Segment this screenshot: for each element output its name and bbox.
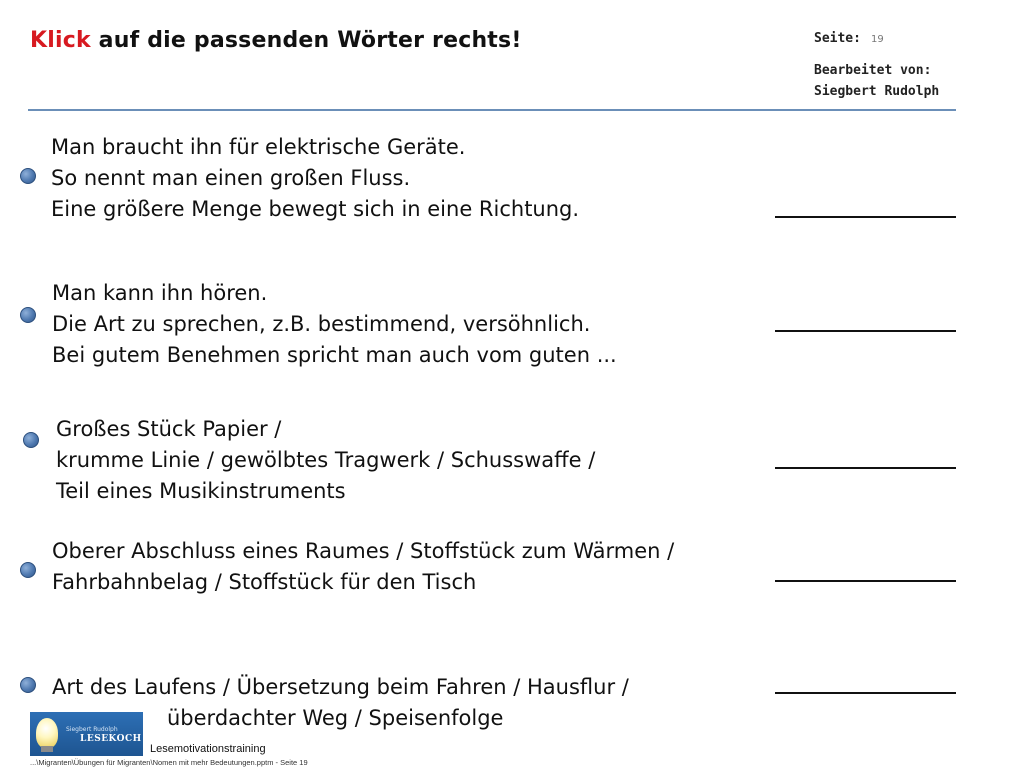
page-number: 19: [870, 34, 884, 45]
lightbulb-icon: [36, 718, 58, 748]
clue-line: Die Art zu sprechen, z.B. bestimmend, versöhnlich.: [52, 312, 591, 336]
clue-1-bullet[interactable]: [20, 168, 36, 184]
clue-1-text: [51, 132, 579, 225]
clue-line: So nennt man einen großen Fluss.: [51, 166, 411, 190]
answer-blank-4[interactable]: [775, 580, 956, 582]
page-meta: [814, 28, 939, 102]
clue-line: Bei gutem Benehmen spricht man auch vom guten ...: [52, 343, 617, 367]
clue-3-bullet[interactable]: [23, 432, 39, 448]
clue-line: krumme Linie / gewölbtes Tragwerk / Schusswaffe /: [56, 448, 596, 472]
clue-4-text: [52, 536, 674, 598]
author-name: Siegbert Rudolph: [814, 84, 940, 99]
page-label: Seite:: [814, 31, 861, 46]
answer-blank-3[interactable]: [775, 467, 956, 469]
clue-line: Großes Stück Papier /: [56, 417, 282, 441]
lightbulb-base: [41, 746, 53, 752]
clue-4-bullet[interactable]: [20, 562, 36, 578]
clue-line: Oberer Abschluss eines Raumes / Stoffstück zum Wärmen /: [52, 539, 675, 563]
header-divider: [28, 109, 956, 111]
page-title: [30, 28, 522, 53]
answer-blank-1[interactable]: [775, 216, 956, 218]
answer-blank-2[interactable]: [775, 330, 956, 332]
clue-line: Man braucht ihn für elektrische Geräte.: [51, 135, 466, 159]
clue-line: Art des Laufens / Übersetzung beim Fahren / Hausflur /: [52, 675, 629, 699]
footer-caption: Lesemotivationstraining: [150, 743, 266, 755]
footer-file-path: ...\Migranten\Übungen für Migranten\Nomen mit mehr Bedeutungen.pptm - Seite 19: [30, 758, 308, 767]
clue-line: Man kann ihn hören.: [52, 281, 268, 305]
logo-wordmark: LESEKOCH: [80, 734, 142, 744]
answer-blank-5[interactable]: [775, 692, 956, 694]
clue-3-text: [56, 414, 595, 507]
title-text: auf die passenden Wörter rechts!: [90, 28, 522, 53]
clue-5-bullet[interactable]: [20, 677, 36, 693]
clue-line: Fahrbahnbelag / Stoffstück für den Tisch: [52, 570, 477, 594]
title-highlight: Klick: [30, 28, 91, 53]
logo-author: Siegbert Rudolph: [66, 726, 118, 733]
clue-line: überdachter Weg / Speisenfolge: [167, 706, 504, 730]
clue-line: Teil eines Musikinstruments: [56, 479, 346, 503]
clue-2-bullet[interactable]: [20, 307, 36, 323]
clue-2-text: [52, 278, 617, 371]
clue-line: Eine größere Menge bewegt sich in eine Richtung.: [51, 197, 580, 221]
edited-by-label: Bearbeitet von:: [814, 63, 932, 78]
lesekoch-logo: [30, 712, 143, 756]
